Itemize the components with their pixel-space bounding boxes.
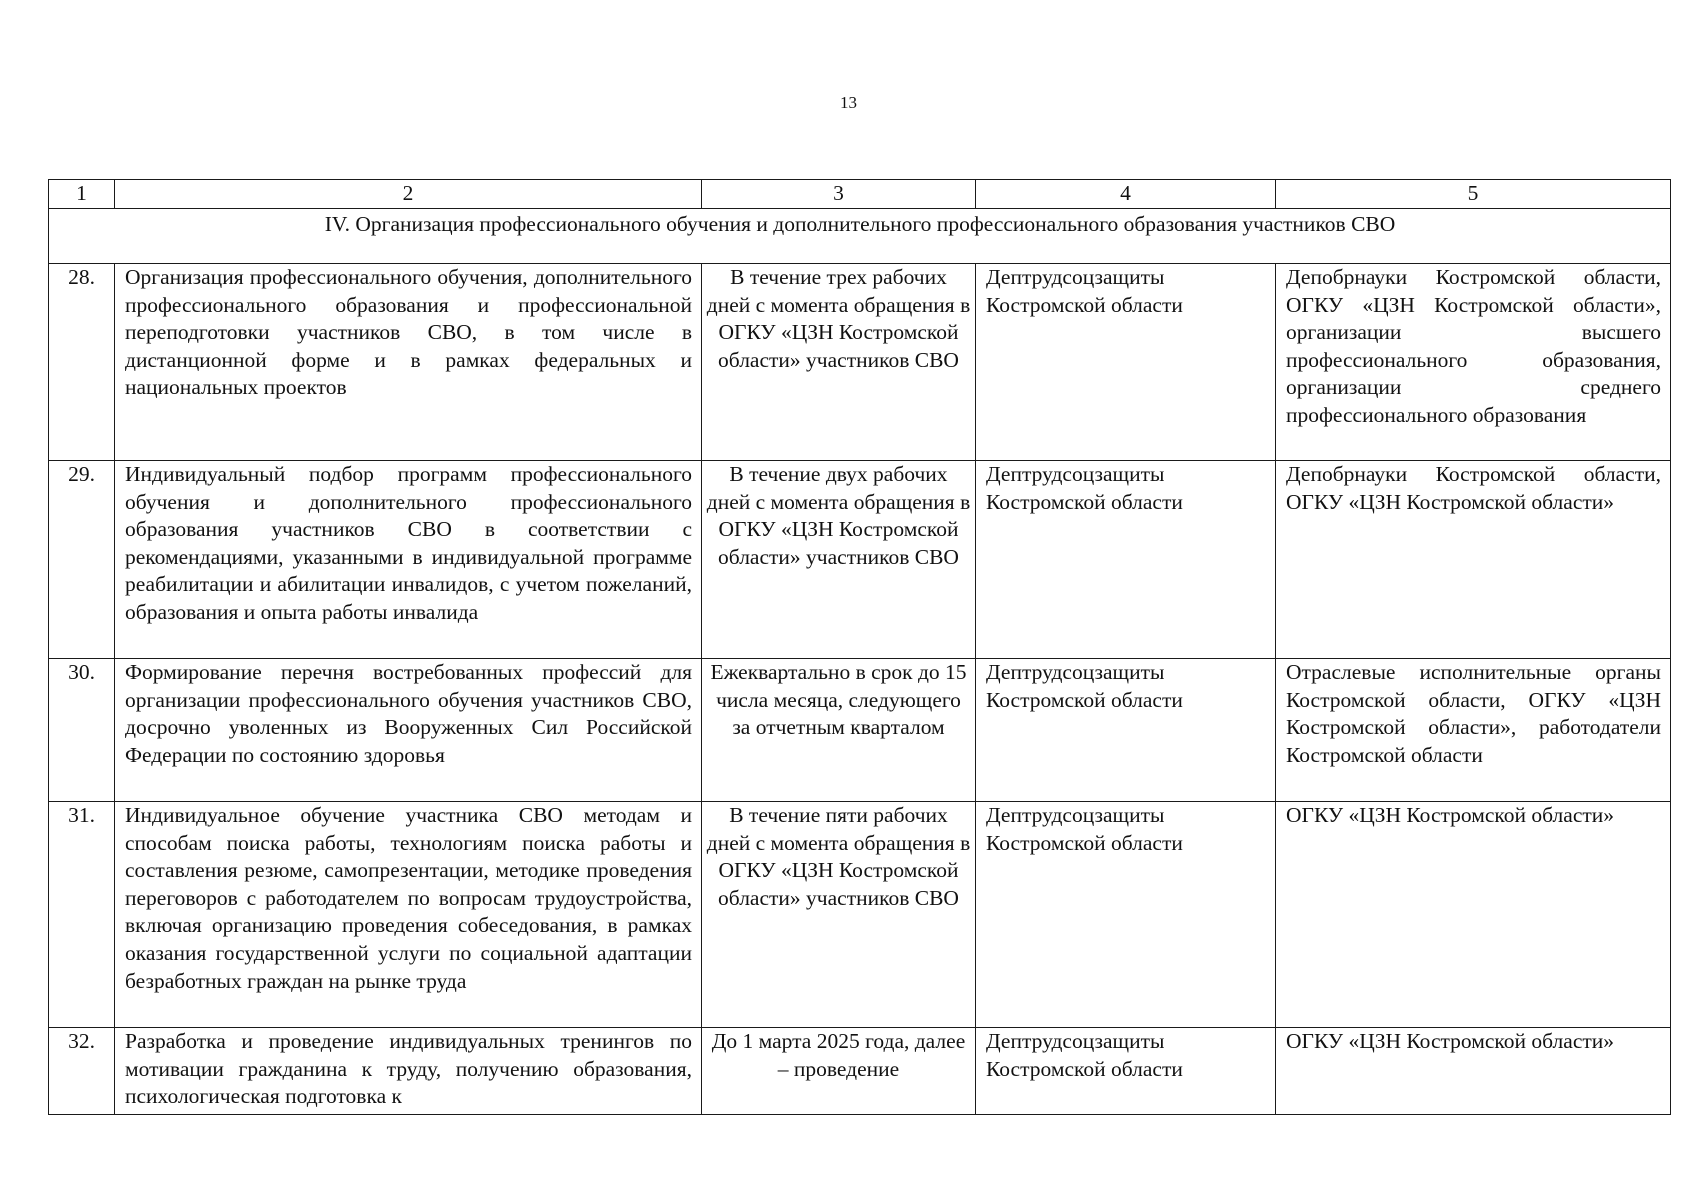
participants-cell: ОГКУ «ЦЗН Костромской области»: [1276, 1028, 1671, 1115]
responsible-cell: Дептрудсоцзащиты Костромской области: [976, 659, 1276, 802]
participants-cell: ОГКУ «ЦЗН Костромской области»: [1276, 802, 1671, 1028]
deadline-cell: Ежеквартально в срок до 15 числа месяца, следующего за отчетным кварталом: [702, 659, 976, 802]
row-number: 28.: [49, 264, 115, 461]
deadline-cell: В течение трех рабочих дней с момента обращения в ОГКУ «ЦЗН Костромской области» участников СВО: [702, 264, 976, 461]
table-row: [49, 1028, 1671, 1115]
deadline-cell: В течение пяти рабочих дней с момента обращения в ОГКУ «ЦЗН Костромской области» участников СВО: [702, 802, 976, 1028]
table-row: [49, 659, 1671, 802]
row-number: 31.: [49, 802, 115, 1028]
activity-cell: Индивидуальный подбор программ профессионального обучения и дополнительного профессионального образования участников СВО в соответствии с рекомендациями, указанными в индивидуальной программе реабилитации и абилитации инвалидов, с учетом пожеланий, образования и опыта работы инвалида: [115, 461, 702, 659]
responsible-cell: Дептрудсоцзащиты Костромской области: [976, 461, 1276, 659]
table-row: [49, 264, 1671, 461]
responsible-cell: Дептрудсоцзащиты Костромской области: [976, 802, 1276, 1028]
table-row: [49, 461, 1671, 659]
participants-cell: Отраслевые исполнительные органы Костромской области, ОГКУ «ЦЗН Костромской области», работодатели Костромской области: [1276, 659, 1671, 802]
column-number-row: [49, 180, 1671, 209]
column-number-1: 1: [49, 180, 115, 209]
column-number-3: 3: [702, 180, 976, 209]
column-number-4: 4: [976, 180, 1276, 209]
activity-cell: Организация профессионального обучения, дополнительного профессионального образования и профессиональной переподготовки участников СВО, в том числе в дистанционной форме и в рамках федеральных и национальных проектов: [115, 264, 702, 461]
column-number-2: 2: [115, 180, 702, 209]
responsible-cell: Дептрудсоцзащиты Костромской области: [976, 264, 1276, 461]
participants-cell: Депобрнауки Костромской области, ОГКУ «ЦЗН Костромской области»: [1276, 461, 1671, 659]
section-title: IV. Организация профессионального обучения и дополнительного профессионального образования участников СВО: [49, 209, 1671, 264]
participants-cell: Депобрнауки Костромской области, ОГКУ «ЦЗН Костромской области», организации высшего профессионального образования, организации среднего профессионального образования: [1276, 264, 1671, 461]
activity-cell: Формирование перечня востребованных профессий для организации профессионального обучения участников СВО, досрочно уволенных из Вооруженных Сил Российской Федерации по состоянию здоровья: [115, 659, 702, 802]
table-row: [49, 802, 1671, 1028]
page-number: 13: [840, 93, 857, 112]
row-number: 32.: [49, 1028, 115, 1115]
deadline-cell: В течение двух рабочих дней с момента обращения в ОГКУ «ЦЗН Костромской области» участников СВО: [702, 461, 976, 659]
section-header-row: [49, 209, 1671, 264]
action-plan-table: [48, 179, 1671, 1115]
column-number-5: 5: [1276, 180, 1671, 209]
activity-cell: Разработка и проведение индивидуальных тренингов по мотивации гражданина к труду, получению образования, психологическая подготовка к: [115, 1028, 702, 1115]
activity-cell: Индивидуальное обучение участника СВО методам и способам поиска работы, технологиям поиска работы и составления резюме, самопрезентации, методике проведения переговоров с работодателем по вопросам трудоустройства, включая организацию проведения собеседования, в рамках оказания государственной услуги по социальной адаптации безработных граждан на рынке труда: [115, 802, 702, 1028]
row-number: 30.: [49, 659, 115, 802]
responsible-cell: Дептрудсоцзащиты Костромской области: [976, 1028, 1276, 1115]
deadline-cell: До 1 марта 2025 года, далее – проведение: [702, 1028, 976, 1115]
row-number: 29.: [49, 461, 115, 659]
